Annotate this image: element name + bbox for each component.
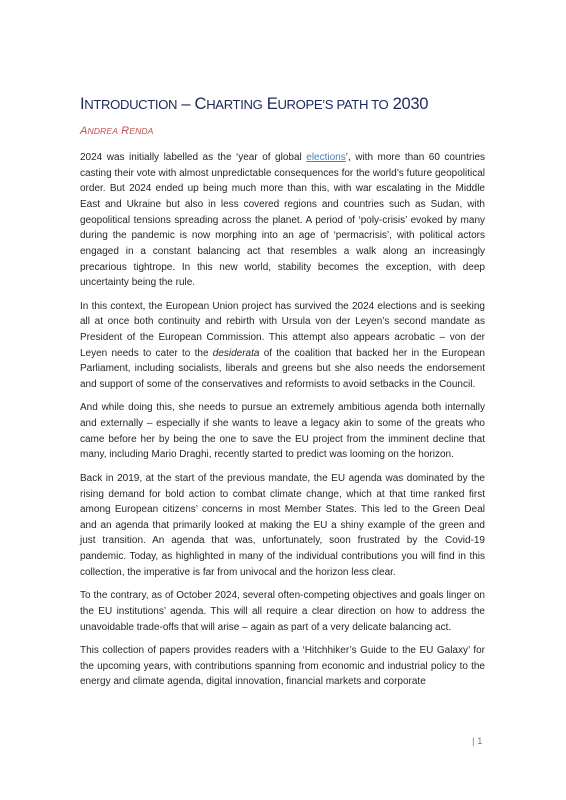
elections-link[interactable]: elections: [306, 152, 346, 163]
title-segment: NTRODUCTION: [84, 97, 178, 112]
title-segment: UROPE’S PATH TO: [277, 97, 389, 112]
title-segment: – C: [177, 94, 207, 113]
paragraph-1: [80, 150, 485, 291]
title-segment: 2030: [388, 94, 429, 113]
paragraph-text: of the coalition that backed her in the European Parliament, including socialists, liberals and greens but she also needs the endorsement and support of some of the conservatives and reformists to avoid setbacks in the Council.: [80, 347, 485, 390]
author-segment: R: [118, 125, 130, 137]
body-text: [80, 150, 485, 698]
paragraph-3: And while doing this, she needs to pursue an extremely ambitious agenda both internally and externally – especially if she wants to leave a legacy akin to some of the greats who came before her by being the one to save the EU project from the imminent decline that many, including Mario Draghi, recently started to predict was looming on the horizon.: [80, 402, 485, 461]
author-segment: ENDA: [129, 126, 154, 136]
author-segment: NDREA: [87, 126, 119, 136]
title-segment: I: [80, 94, 85, 113]
paragraph-4: Back in 2019, at the start of the previous mandate, the EU agenda was dominated by the rising demand for bold action to combat climate change, which at that time ranked first among European citizens’ concerns in most Member States. This led to the Green Deal and an agenda that primarily looked at making the EU a shiny example of the green and just transition. An agenda that was, unfortunately, soon frustrated by the Covid-19 pandemic. Today, as highlighted in many of the individual contributions you will find in this collection, the imperative is far from univocal and the horizon less clear.: [80, 472, 485, 578]
paragraph-5: To the contrary, as of October 2024, several often-competing objectives and goals linger on the EU institutions’ agenda. This will all require a clear direction on how to address the unavoidable trade-offs that will arise – again as part of a very delicate balancing act.: [80, 590, 485, 633]
paragraph-text: In this context, the European Union project has survived the 2024 elections and is seeking all at once both continuity and rebirth with Ursula von der Leyen’s second mandate as President of the European Commission. This attempt also appears acrobatic – von der Leyen needs to cater to the: [80, 300, 485, 359]
paragraph-text: 2024 was initially labelled as the ‘year of global: [80, 152, 307, 163]
author-segment: A: [80, 125, 88, 137]
paragraph-6: This collection of papers provides readers with a ‘Hitchhiker’s Guide to the EU Galaxy’ for the upcoming years, with contributions spanning from economic and industrial policy to the energy and climate agenda, digital innovation, financial markets and corporate: [80, 645, 485, 688]
author-name: [80, 124, 154, 138]
page-number: | 1: [472, 736, 483, 747]
paragraph-text: ’, with more than 60 countries casting their vote with almost unpredictable consequences for the world’s future geopolitical order. But 2024 ended up being much more than this, with war escalating in the Middle East and Ukraine but also in less covered regions and countries such as Sudan, with geopolitical tensions spreading across the planet. A period of ‘poly-crisis’ evoked by many during the pandemic is now morphing into an age of ‘permacrisis’, with political actors engaged in a constant balancing act that resembles a walk along an increasingly precarious tightrope. In this new world, stability becomes the exception, with deep uncertainty being the rule.: [80, 152, 486, 289]
page-title: [80, 94, 500, 115]
emphasis-text: desiderata: [212, 347, 260, 359]
title-segment: E: [262, 94, 278, 113]
paragraph-2: [80, 299, 485, 393]
title-segment: HARTING: [206, 97, 263, 112]
